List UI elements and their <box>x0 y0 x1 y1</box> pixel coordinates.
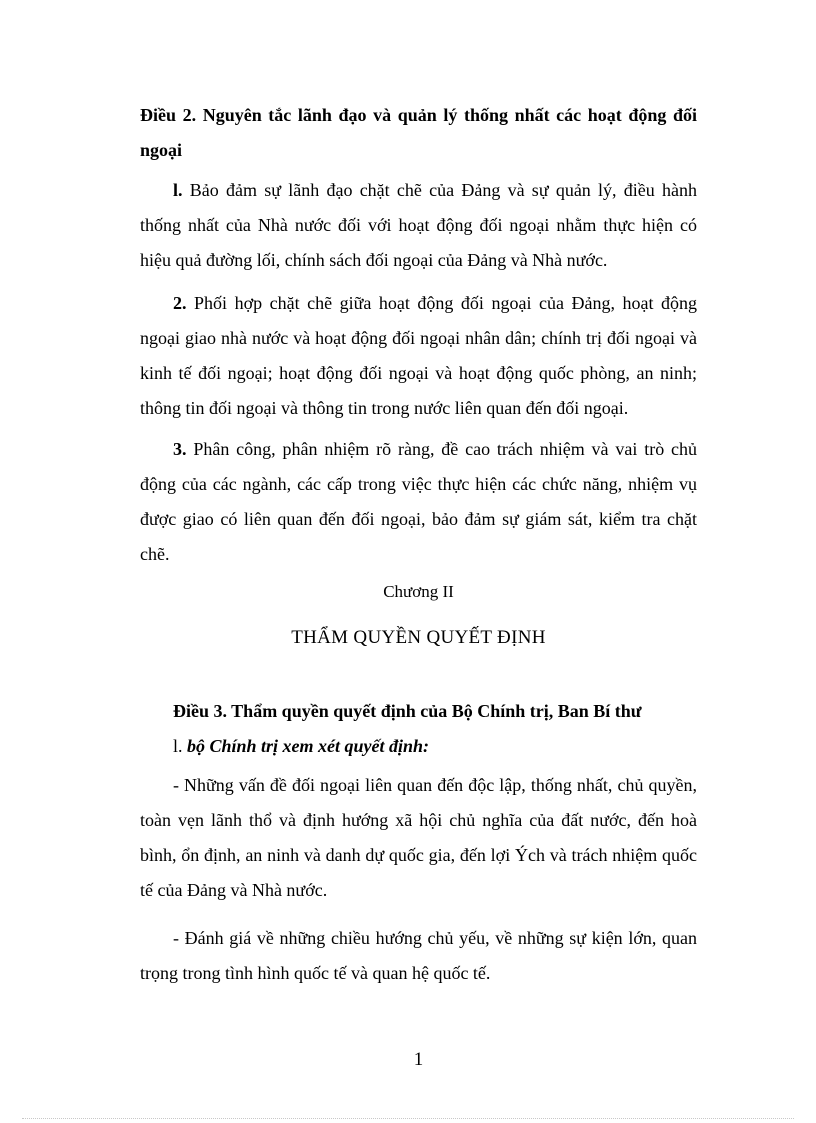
item-text: Bảo đảm sự lãnh đạo chặt chẽ của Đảng và sự quản lý, điều hành thống nhất của Nhà nước đối với hoạt động đối ngoại nhằm thực hiện có hiệu quả đường lối, chính sách đối ngoại của Đảng và Nhà nước. <box>140 180 698 270</box>
item-text: Phân công, phân nhiệm rõ ràng, đề cao trách nhiệm và vai trò chủ động của các ngành, các cấp trong việc thực hiện các chức năng, nhiệm vụ được giao có liên quan đến đối ngoại, bảo đảm sự giám sát, kiểm tra chặt chẽ. <box>140 439 698 564</box>
chapter-label: Chương II <box>383 582 454 601</box>
article-3-subsection <box>140 729 697 764</box>
article-3-heading: Điều 3. Thẩm quyền quyết định của Bộ Chính trị, Ban Bí thư <box>173 701 642 721</box>
subsection-number: l. <box>173 736 183 756</box>
page-bottom-divider <box>22 1118 794 1119</box>
item-number: 3. <box>173 439 187 459</box>
page-number: 1 <box>413 1049 424 1070</box>
article-2-item-1 <box>140 173 697 278</box>
subsection-title: bộ Chính trị xem xét quyết định: <box>187 736 430 756</box>
article-2-item-2 <box>140 286 697 426</box>
item-number: l. <box>173 180 183 200</box>
article-3-bullet-2: - Đánh giá về những chiều hướng chủ yếu, về những sự kiện lớn, quan trọng trong tình hình quốc tế và quan hệ quốc tế. <box>140 928 697 983</box>
item-text: Phối hợp chặt chẽ giữa hoạt động đối ngoại của Đảng, hoạt động ngoại giao nhà nước và hoạt động đối ngoại nhân dân; chính trị đối ngoại và kinh tế đối ngoại; hoạt động đối ngoại và hoạt động quốc phòng, an ninh; thông tin đối ngoại và thông tin trong nước liên quan đến đối ngoại. <box>140 293 697 418</box>
article-3-bullet-1: - Những vấn đề đối ngoại liên quan đến độc lập, thống nhất, chủ quyền, toàn vẹn lãnh thổ và định hướng xã hội chủ nghĩa của đất nước, đến hoà bình, ổn định, an ninh và danh dự quốc gia, đến lợi Ých và trách nhiệm quốc tế của Đảng và Nhà nước. <box>140 775 697 900</box>
article-2-item-3 <box>140 432 697 572</box>
chapter-title: THẨM QUYỀN QUYẾT ĐỊNH <box>291 627 546 648</box>
article-2-heading: Điều 2. Nguyên tắc lãnh đạo và quản lý thống nhất các hoạt động đối ngoại <box>140 105 697 160</box>
item-number: 2. <box>173 293 187 313</box>
